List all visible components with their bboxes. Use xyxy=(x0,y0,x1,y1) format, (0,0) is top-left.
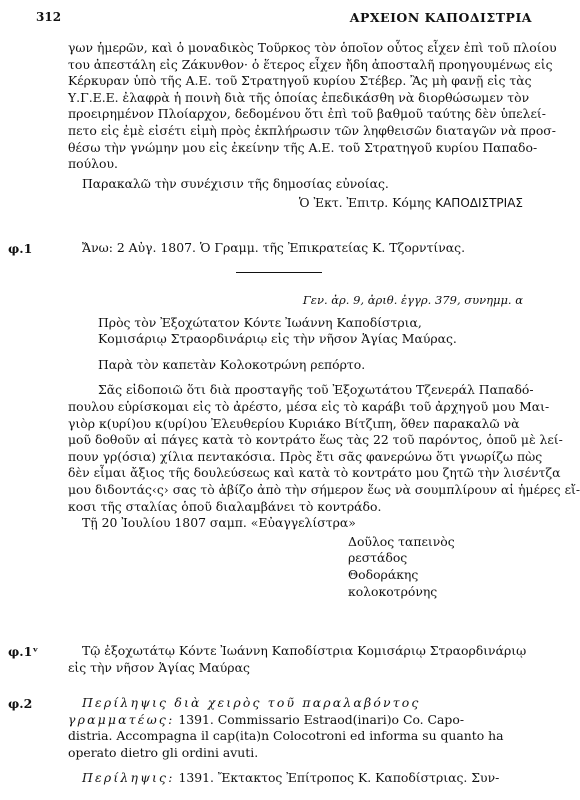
verso-address xyxy=(68,643,527,676)
signature-name: ΚΑΠΟΔΙΣΤΡΙΑΣ xyxy=(435,196,523,211)
signature-line: Θοδοράκης xyxy=(348,566,419,582)
summary-heading: Περίληψις: xyxy=(82,770,175,785)
text-line: γιὸρ κ(υρί)ου κ(υρί)ου Ἐλευθερίου Κυριάκο Βίτζιπη, ὅθεν παρακαλῶ νὰ xyxy=(68,415,520,431)
summary-line xyxy=(68,770,523,787)
running-title: ΑΡΧΕΙΟΝ ΚΑΠΟΔΙΣΤΡΙΑ xyxy=(349,10,532,25)
text-line: πουν γρ(όσια) χίλια πεντακόσια. Πρὸς ἔτι σᾶς φανερώνω ὅτι γνωρίζω πὼς xyxy=(68,448,543,464)
page-number: 312 xyxy=(36,10,62,24)
summary-note-2 xyxy=(68,770,523,787)
page-header xyxy=(0,6,550,28)
address-line: Πρὸς τὸν Ἐξοχώτατον Κόντε Ἰωάννη Καποδίστρια, xyxy=(98,314,422,330)
signature-line: ρεστάδος xyxy=(348,550,408,566)
text-line: μου διδοντάς‹ς› σας τὸ ἀβίζο ἀπὸ τὴν σήμερον ἕως νὰ σουμπλίρουν αἱ ἡμέρες εἴ- xyxy=(68,481,580,497)
folio-marker-1: φ.1 xyxy=(8,241,33,256)
folio-marker-2: φ.2 xyxy=(8,696,33,711)
text-line: πετο εἰς ἐμὲ εἰσέτι εἰμὴ πρὸς ἐκπλήρωσιν τῶν ληφθεισῶν διαταγῶν νὰ προσ- xyxy=(68,122,556,138)
note-text: Ἄνω: 2 Αὐγ. 1807. Ὁ Γραμμ. τῆς Ἐπικρατείας Κ. Τζορντίνας. xyxy=(82,240,466,255)
summary-heading: Περίληψις διὰ χειρὸς τοῦ παραλαβόντος xyxy=(82,695,421,710)
text-line: Σᾶς εἰδοποιῶ ὅτι διὰ προσταγῆς τοῦ Ἐξοχωτάτου Τζενεράλ Παπαδό- xyxy=(98,382,534,398)
summary-line xyxy=(68,712,523,729)
summary-line: distria. Accompagna il cap(ita)n Colocotroni ed informa su quanto ha xyxy=(68,728,504,744)
signature-prefix: Ὁ Ἐκτ. Ἐπιτρ. Κόμης xyxy=(298,195,436,211)
report-from: Παρὰ τὸν καπετὰν Κολοκοτρώνη ρεπόρτο. xyxy=(98,356,366,372)
address-line: Κομισάριῳ Στραορδινάριῳ εἰς τὴν νῆσον Ἁγίας Μαύρας. xyxy=(98,331,457,347)
folio-marker-1v: φ.1ᵛ xyxy=(8,644,39,659)
text-line: πούλου. xyxy=(68,156,118,172)
signature-line: κολοκοτρόνης xyxy=(348,583,438,599)
text-line: γων ἡμερῶν, καὶ ὁ μοναδικὸς Τοῦρκος τὸν ὁποῖον οὗτος εἶχεν ἐπὶ τοῦ πλοίου xyxy=(68,40,557,55)
report-signature xyxy=(68,534,523,600)
text-line: μοῦ δοθοῦν αἱ πάγες κατὰ τὸ κοντράτο ἕως τὰς 22 τοῦ παρόντος, ὁποῦ μὲ λεί- xyxy=(68,432,563,448)
text-line: θέσω τὴν γνώμην μου εἰς ἐκείνην τῆς Α.Ε. τοῦ Στρατηγοῦ κυρίου Παπαδο- xyxy=(68,139,538,155)
letter-continuation xyxy=(68,40,557,212)
report-document xyxy=(68,292,580,600)
summary-note xyxy=(68,695,523,761)
closing-line: Παρακαλῶ τὴν συνέχισιν τῆς δημοσίας εὐνοίας. xyxy=(82,175,389,191)
text-line: Κέρκυραν ὑπὸ τῆς Α.Ε. τοῦ Στρατηγοῦ κυρίου Στέβερ. Ἂς μὴ φανῇ εἰς τὰς xyxy=(68,73,532,89)
section-divider xyxy=(236,272,322,273)
summary-text: 1391. Ἔκτακτος Ἐπίτροπος Κ. Καποδίστριας. Συν- xyxy=(174,770,500,785)
text-line: κοσι τῆς σταλίας ὁποῦ διαλαμβάνει τὸ κοντράδο. xyxy=(68,498,382,514)
text-line: προειρημένον Πλοίαρχον, δεδομένου ὅτι ἐπὶ τοῦ βαθμοῦ ταύτης δὲν ὑπελεί- xyxy=(68,106,546,122)
text-line: του ἀπεστάλη εἰς Ζάκυνθον· ὁ ἕτερος εἶχεν ἤδη ἀποσταλῆ προηγουμένως εἰς xyxy=(68,56,553,72)
summary-text: 1391. Commissario Estraod(inari)o Co. Capo- xyxy=(174,711,465,727)
report-date: Τῇ 20 Ἰουλίου 1807 σαμπ. «Εὐαγγελίστρα» xyxy=(82,515,356,531)
archive-reference: Γεν. ἀρ. 9, ἀριθ. ἐγγρ. 379, συνημμ. α xyxy=(302,293,523,307)
note-ano xyxy=(68,240,523,257)
text-line: εἰς τὴν νῆσον Ἁγίας Μαύρας xyxy=(68,659,250,675)
summary-heading-cont: γραμματέως: xyxy=(68,711,175,727)
report-body xyxy=(68,382,580,515)
signature-line: Δοῦλος ταπεινὸς xyxy=(348,533,455,549)
text-line: Υ.Γ.Ε.Ε. ἐλαφρὰ ἡ ποινὴ διὰ τῆς ὁποίας ἐπεδικάσθη νὰ διορθώσωμεν τὸν xyxy=(68,89,530,105)
text-line: πουλου εὑρίσκομαι εἰς τὸ ἀρέστο, μέσα εἰς τὸ καράβι τοῦ ἀρχηγοῦ μου Μαι- xyxy=(68,398,550,414)
summary-line: operato dietro gli ordini avuti. xyxy=(68,744,259,760)
text-line: δὲν εἶμαι ἄξιος τῆς δουλεύσεως καὶ κατὰ τὸ κοντράτο μου ζητῶ τὴν λισέντζα xyxy=(68,465,561,481)
text-line: Τῷ ἐξοχωτάτῳ Κόντε Ἰωάννη Καποδίστρια Κομισάριῳ Στραορδινάριῳ xyxy=(82,643,527,658)
signature-line xyxy=(68,195,523,212)
